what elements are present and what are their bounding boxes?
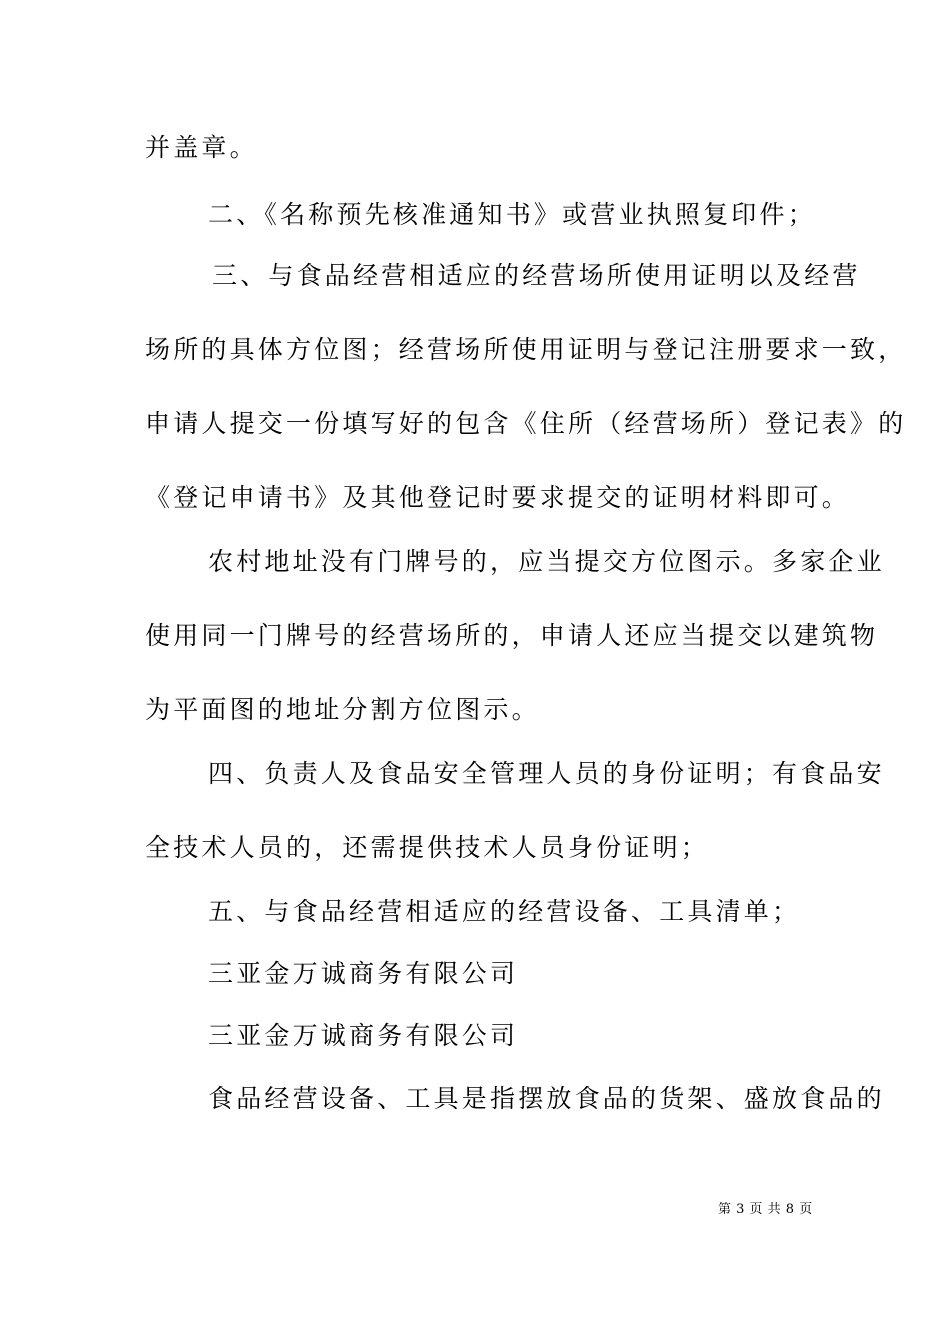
paragraph-line: 场所的具体方位图；经营场所使用证明与登记注册要求一致， — [145, 335, 907, 364]
paragraph-line: 食品经营设备、工具是指摆放食品的货架、盛放食品的 — [208, 1084, 885, 1113]
paragraph-line: 农村地址没有门牌号的，应当提交方位图示。多家企业 — [208, 547, 885, 576]
paragraph-line: 为平面图的地址分割方位图示。 — [145, 695, 540, 724]
paragraph-line: 四、负责人及食品安全管理人员的身份证明；有食品安 — [208, 759, 885, 788]
paragraph-line: 使用同一门牌号的经营场所的，申请人还应当提交以建筑物 — [145, 621, 879, 650]
paragraph-line: 申请人提交一份填写好的包含《住所（经营场所）登记表》的 — [145, 409, 907, 438]
paragraph-line: 全技术人员的，还需提供技术人员身份证明； — [145, 833, 710, 862]
company-name-line: 三亚金万诚商务有限公司 — [208, 959, 519, 988]
company-name-line: 三亚金万诚商务有限公司 — [208, 1021, 519, 1050]
paragraph-line: 并盖章。 — [145, 133, 258, 162]
paragraph-line: 《登记申请书》及其他登记时要求提交的证明材料即可。 — [145, 483, 851, 512]
page-number-footer: 第 3 页 共 8 页 — [718, 1202, 813, 1217]
paragraph-line: 二、《名称预先核准通知书》或营业执照复印件； — [208, 200, 816, 229]
paragraph-line: 三、与食品经营相适应的经营场所使用证明以及经营 — [212, 261, 861, 290]
paragraph-line: 五、与食品经营相适应的经营设备、工具清单； — [208, 897, 801, 926]
